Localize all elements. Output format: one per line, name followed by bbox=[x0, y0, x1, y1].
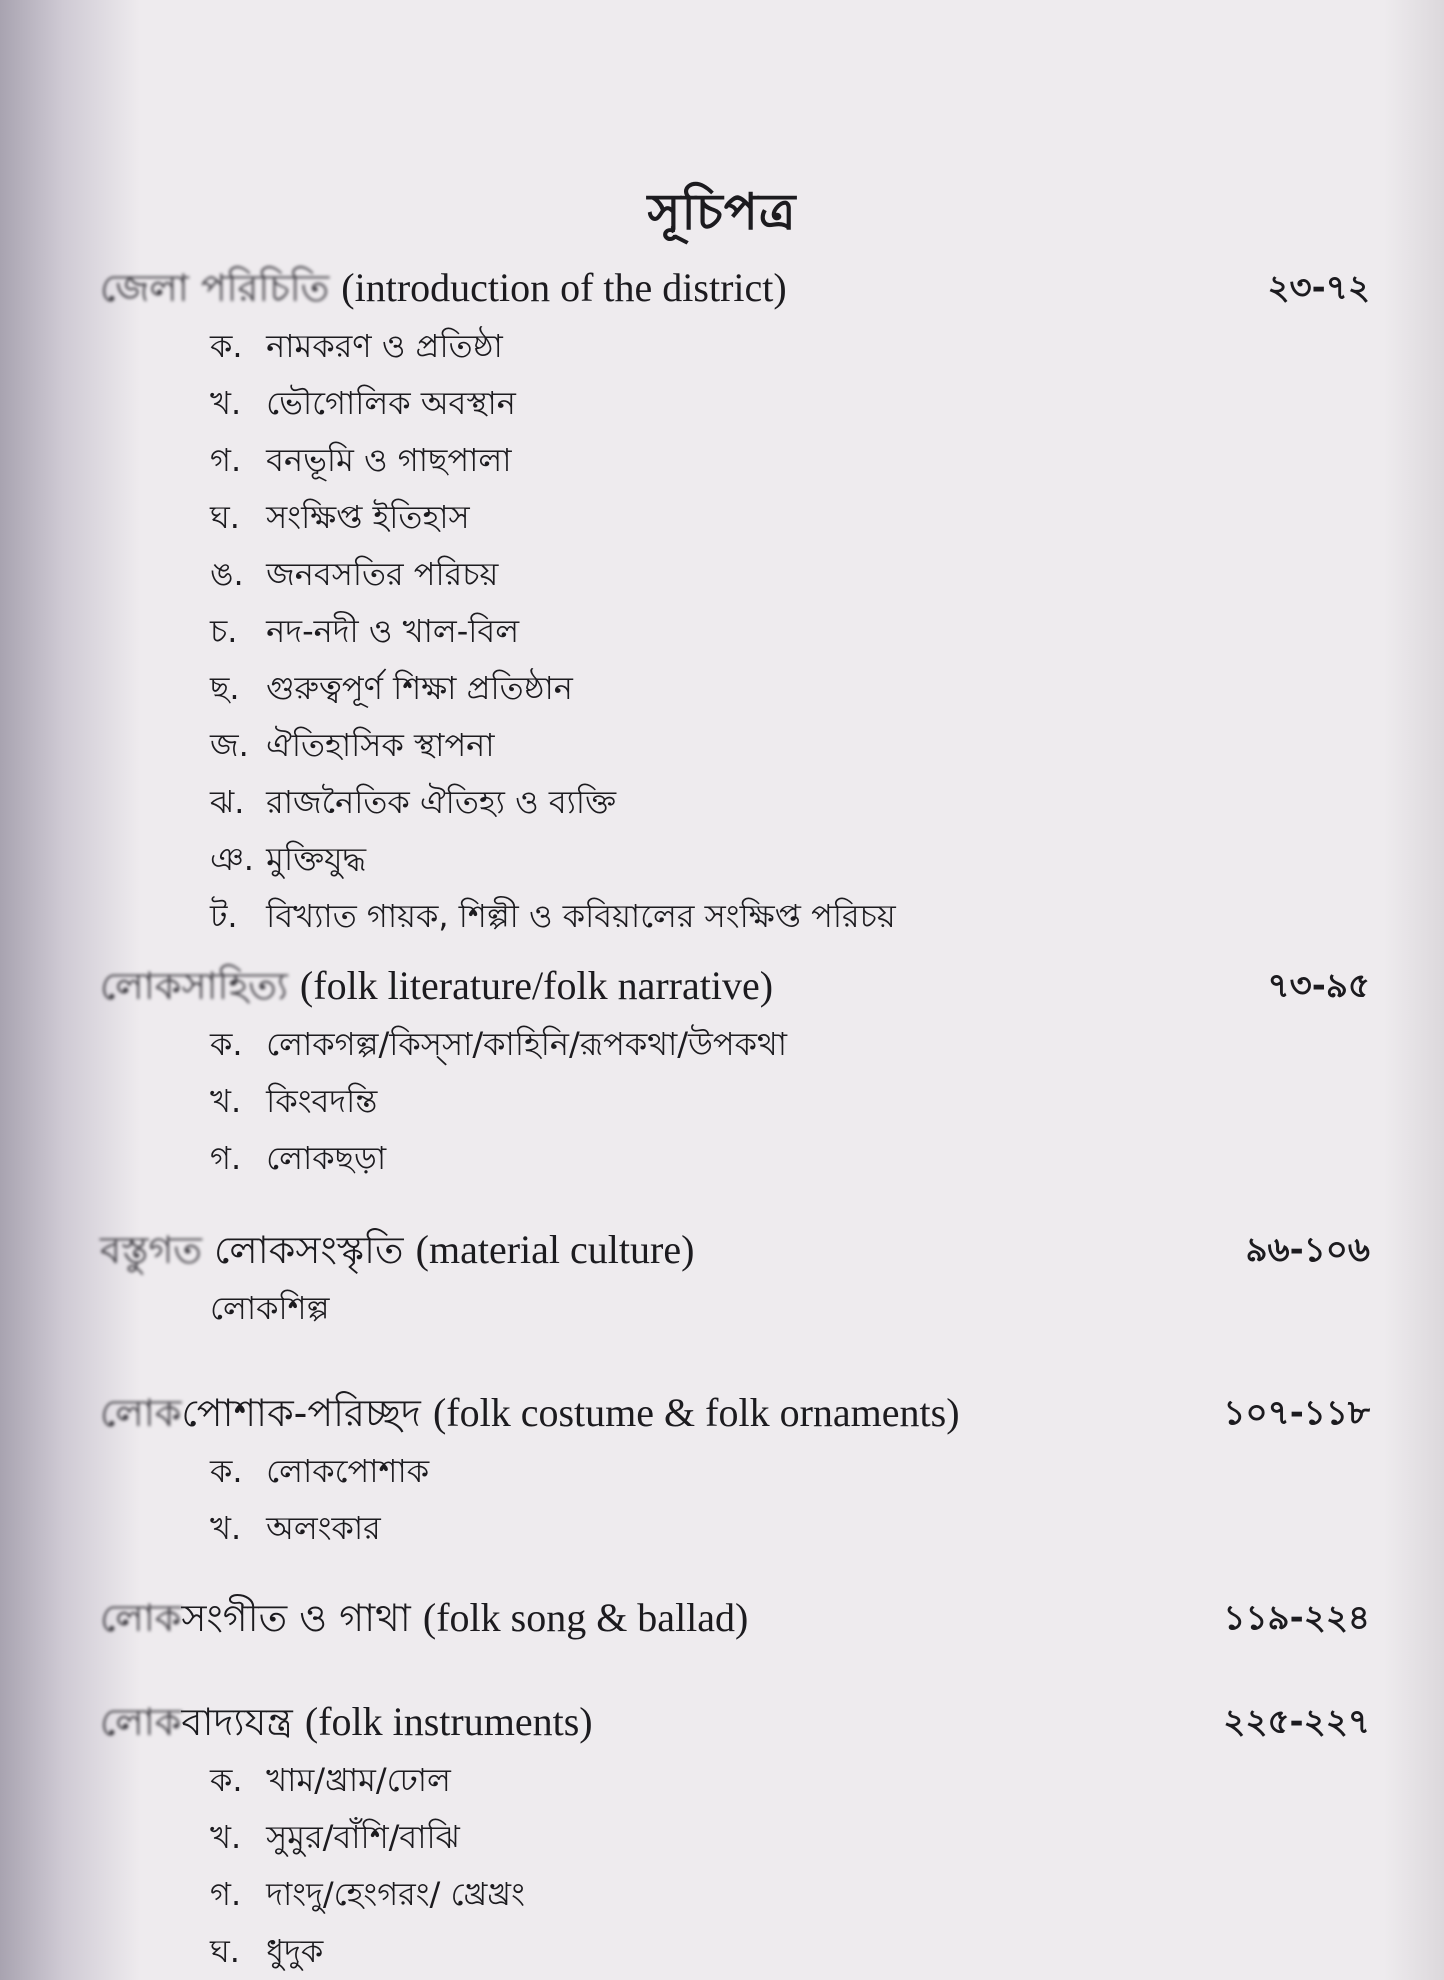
section-title-blurred: বস্তুগত bbox=[100, 1228, 202, 1272]
item-marker: গ. bbox=[210, 1139, 242, 1177]
toc-item-list bbox=[210, 1016, 1370, 1187]
item-text: মুক্তিযুদ্ধ bbox=[266, 840, 367, 878]
item-marker: ঝ. bbox=[210, 783, 245, 821]
section-title-english: (introduction of the district) bbox=[341, 265, 787, 310]
section-title-english: (folk costume & folk ornaments) bbox=[432, 1390, 960, 1435]
item-marker: খ. bbox=[210, 1509, 242, 1547]
page-edge-shadow bbox=[1384, 0, 1444, 1980]
section-title-bengali: বাদ্যযন্ত্র bbox=[181, 1700, 293, 1744]
item-marker: ট. bbox=[210, 897, 238, 935]
section-title-english: (material culture) bbox=[415, 1227, 695, 1272]
item-marker: ঘ. bbox=[210, 1932, 240, 1970]
toc-item bbox=[210, 1016, 1370, 1073]
item-text: নদ-নদী ও খাল-বিল bbox=[266, 612, 520, 650]
section-title-blurred: লোক bbox=[100, 1596, 182, 1640]
toc-section-folk-costume bbox=[100, 1383, 1370, 1557]
toc-section-material-culture bbox=[100, 1220, 1370, 1337]
item-text: বনভূমি ও গাছপালা bbox=[266, 441, 512, 479]
toc-item bbox=[210, 318, 1370, 375]
item-marker: ক. bbox=[210, 1761, 243, 1799]
item-text: লোকপোশাক bbox=[266, 1452, 430, 1490]
section-title-blurred: জেলা পরিচিতি bbox=[100, 266, 330, 310]
toc-section-heading bbox=[100, 258, 1370, 318]
item-text: ধুদুক bbox=[266, 1932, 324, 1970]
toc-item bbox=[210, 1866, 1370, 1923]
toc-item bbox=[210, 1280, 1370, 1337]
toc-item-list bbox=[210, 1752, 1370, 1980]
item-text: নামকরণ ও প্রতিষ্ঠা bbox=[266, 327, 503, 365]
item-marker: ঞ. bbox=[210, 840, 254, 878]
item-text: কিংবদন্তি bbox=[266, 1082, 378, 1120]
item-text: গুরুত্বপূর্ণ শিক্ষা প্রতিষ্ঠান bbox=[266, 669, 573, 707]
toc-item-list bbox=[210, 1280, 1370, 1337]
item-text: লোকশিল্প bbox=[210, 1289, 330, 1327]
toc-section-heading bbox=[100, 1692, 1370, 1752]
item-marker: ঙ. bbox=[210, 555, 244, 593]
toc-item bbox=[210, 375, 1370, 432]
item-text: লোকছড়া bbox=[266, 1139, 387, 1177]
toc-item bbox=[210, 1923, 1370, 1980]
section-title-english: (folk instruments) bbox=[304, 1699, 593, 1744]
toc-item-list bbox=[210, 1443, 1370, 1557]
item-text: ঐতিহাসিক স্থাপনা bbox=[266, 726, 495, 764]
item-marker: ছ. bbox=[210, 669, 240, 707]
toc-item bbox=[210, 774, 1370, 831]
section-title-bengali: পোশাক-পরিচ্ছদ bbox=[181, 1391, 421, 1435]
toc-item bbox=[210, 432, 1370, 489]
toc-item bbox=[210, 603, 1370, 660]
item-text: সংক্ষিপ্ত ইতিহাস bbox=[266, 498, 470, 536]
item-marker: খ. bbox=[210, 1082, 242, 1120]
toc-item bbox=[210, 1443, 1370, 1500]
item-text: সুমুর/বাঁশি/বাঝি bbox=[266, 1818, 460, 1856]
section-title-bengali: লোকসংস্কৃতি bbox=[214, 1228, 404, 1272]
item-marker: ঘ. bbox=[210, 498, 240, 536]
item-marker: খ. bbox=[210, 1818, 242, 1856]
item-text: লোকগল্প/কিস্‌সা/কাহিনি/রূপকথা/উপকথা bbox=[266, 1025, 788, 1063]
section-title-english: (folk literature/folk narrative) bbox=[299, 963, 774, 1008]
toc-section-folk-song bbox=[100, 1588, 1370, 1648]
toc-item bbox=[210, 546, 1370, 603]
item-text: ভৌগোলিক অবস্থান bbox=[266, 384, 516, 422]
toc-item-list bbox=[210, 318, 1370, 945]
page-range: ১১৯-২২৪ bbox=[1223, 1598, 1370, 1638]
item-marker: গ. bbox=[210, 1875, 242, 1913]
item-text: খাম/খ্রাম/ঢোল bbox=[266, 1761, 451, 1799]
toc-section-folk-literature bbox=[100, 956, 1370, 1187]
item-marker: ক. bbox=[210, 1452, 243, 1490]
section-title-bengali: সংগীত ও গাথা bbox=[181, 1596, 411, 1640]
item-marker: ক. bbox=[210, 1025, 243, 1063]
toc-section-heading bbox=[100, 1220, 1370, 1280]
toc-item bbox=[210, 489, 1370, 546]
section-title-blurred: লোক bbox=[100, 1700, 182, 1744]
section-title-blurred: লোক bbox=[100, 1391, 182, 1435]
toc-item bbox=[210, 717, 1370, 774]
item-marker: জ. bbox=[210, 726, 249, 764]
toc-section-heading bbox=[100, 1588, 1370, 1648]
page-range: ১০৭-১১৮ bbox=[1223, 1393, 1370, 1433]
page-title: সূচিপত্র bbox=[647, 182, 797, 241]
toc-section-heading bbox=[100, 956, 1370, 1016]
toc-item bbox=[210, 1752, 1370, 1809]
section-title-blurred: লোকসাহিত্য bbox=[100, 964, 288, 1008]
item-marker: গ. bbox=[210, 441, 242, 479]
toc-section-introduction bbox=[100, 258, 1370, 945]
toc-section-heading bbox=[100, 1383, 1370, 1443]
page-range: ৯৬-১০৬ bbox=[1245, 1230, 1370, 1270]
item-text: রাজনৈতিক ঐতিহ্য ও ব্যক্তি bbox=[266, 783, 617, 821]
page-range: ২৩-৭২ bbox=[1267, 268, 1370, 308]
item-marker: চ. bbox=[210, 612, 238, 650]
item-text: দাংদু/হেংগরং/ খ্রেখ্রং bbox=[266, 1875, 525, 1913]
toc-item bbox=[210, 1500, 1370, 1557]
toc-item bbox=[210, 888, 1370, 945]
item-text: জনবসতির পরিচয় bbox=[266, 555, 499, 593]
toc-item bbox=[210, 1130, 1370, 1187]
page-range: ৭৩-৯৫ bbox=[1267, 966, 1370, 1006]
toc-item bbox=[210, 1073, 1370, 1130]
item-text: বিখ্যাত গায়ক, শিল্পী ও কবিয়ালের সংক্ষিপ্ত পরিচয় bbox=[266, 897, 896, 935]
toc-section-folk-instruments bbox=[100, 1692, 1370, 1980]
page-range: ২২৫-২২৭ bbox=[1223, 1702, 1370, 1742]
section-title-english: (folk song & ballad) bbox=[422, 1595, 749, 1640]
item-marker: ক. bbox=[210, 327, 243, 365]
toc-item bbox=[210, 831, 1370, 888]
item-text: অলংকার bbox=[266, 1509, 381, 1547]
toc-item bbox=[210, 660, 1370, 717]
item-marker: খ. bbox=[210, 384, 242, 422]
toc-item bbox=[210, 1809, 1370, 1866]
